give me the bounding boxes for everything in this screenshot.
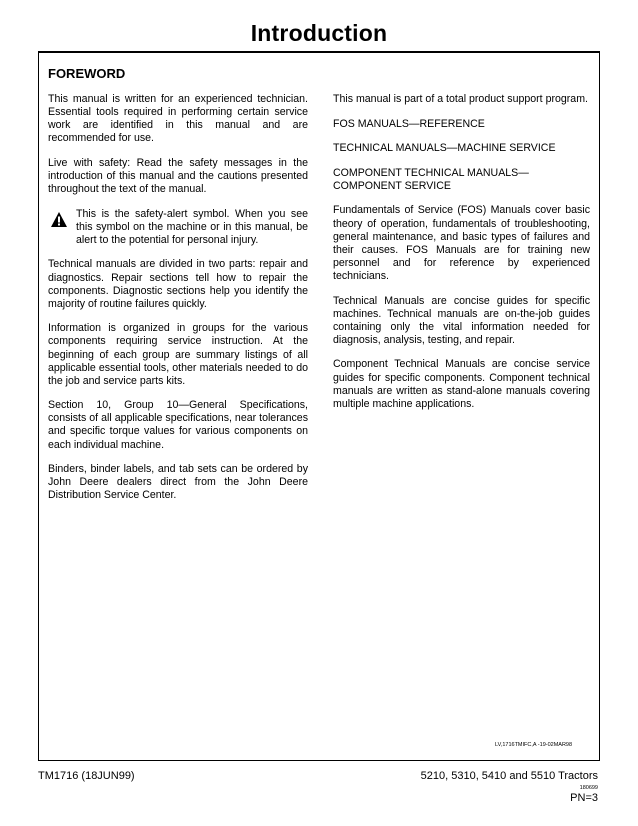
left-paragraph-5: Section 10, Group 10—General Specifications, consists of all applicable specifications, near tolerances and specific torque values for various components on each individual machine. <box>48 399 308 451</box>
right-paragraph-1: This manual is part of a total product support program. <box>333 93 588 105</box>
right-paragraph-6: Technical Manuals are concise guides for specific machines. Technical manuals are on-the-job guides containing only the vital information needed for diagnosis, analysis, testing, and repair. <box>333 294 590 346</box>
left-paragraph-4: Information is organized in groups for the various components requiring service instruction. At the beginning of each group are summary listings of all applicable essential tools, other materials needed to do the job and service parts kits. <box>48 322 308 387</box>
safety-alert-block <box>48 208 308 247</box>
right-paragraph-5: Fundamentals of Service (FOS) Manuals cover basic theory of operation, fundamentals of troubleshooting, general maintenance, and basic types of failures and their causes. FOS Manuals are for training new personnel and for reference by experienced technicians. <box>333 204 590 282</box>
document-id: LV,1716TMIFC,A -19-02MAR98 <box>495 742 573 748</box>
right-paragraph-4: COMPONENT TECHNICAL MANUALS—COMPONENT SERVICE <box>333 166 529 192</box>
right-paragraph-3: TECHNICAL MANUALS—MACHINE SERVICE <box>333 142 556 155</box>
safety-alert-icon <box>51 212 67 227</box>
footer-tractor-models: 5210, 5310, 5410 and 5510 Tractors <box>420 770 598 782</box>
right-column <box>333 93 590 422</box>
footer-small-date: 180699 <box>579 785 598 791</box>
footer-manual-id: TM1716 (18JUN99) <box>38 770 135 782</box>
page-title: Introduction <box>250 20 388 46</box>
left-column <box>48 93 308 514</box>
right-paragraph-2: FOS MANUALS—REFERENCE <box>333 117 485 130</box>
left-paragraph-3: Technical manuals are divided in two parts: repair and diagnostics. Repair sections tell how to repair the components. Diagnostic sections help you identify the majority of routine failures quickly. <box>48 258 308 310</box>
safety-alert-text: This is the safety-alert symbol. When you see this symbol on the machine or in this manual, be alert to the potential for personal injury. <box>76 207 308 246</box>
left-paragraph-6: Binders, binder labels, and tab sets can be ordered by John Deere dealers direct from the John Deere Distribution Service Center. <box>48 463 308 502</box>
right-paragraph-7: Component Technical Manuals are concise service guides for specific components. Component technical manuals are written as stand-alone manuals covering multiple machine applications. <box>333 358 590 410</box>
section-title: FOREWORD <box>48 66 126 81</box>
page-number: PN=3 <box>570 792 598 804</box>
left-paragraph-1: This manual is written for an experienced technician. Essential tools required in performing certain service work are identified in this manual and are recommended for use. <box>48 93 308 145</box>
left-paragraph-2: Live with safety: Read the safety messages in the introduction of this manual and the cautions presented throughout the text of the manual. <box>48 156 308 196</box>
